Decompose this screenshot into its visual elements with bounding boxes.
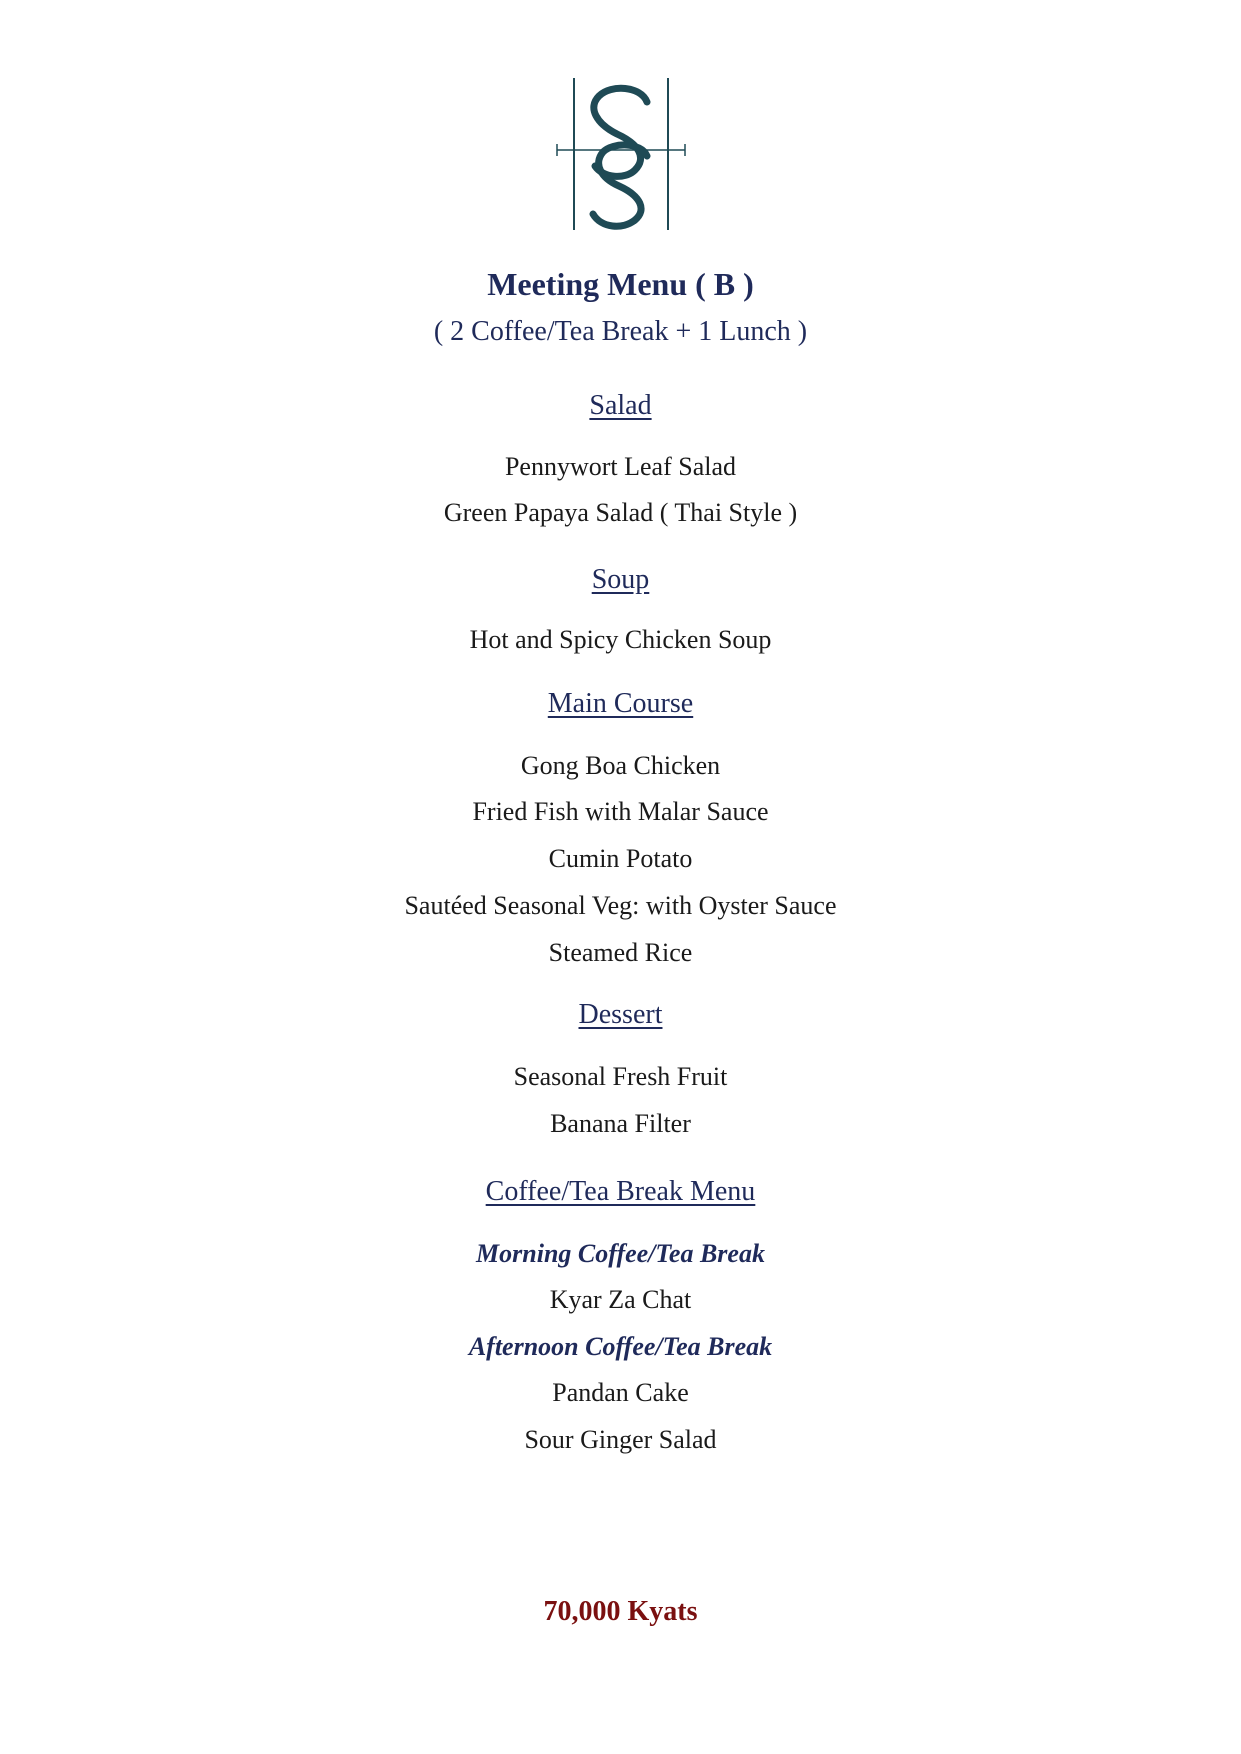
menu-item: Sour Ginger Salad: [524, 1425, 717, 1454]
menu-item: Gong Boa Chicken: [520, 751, 721, 780]
section-heading-salad: Salad: [589, 390, 652, 421]
menu-item: Sautéed Seasonal Veg: with Oyster Sauce: [404, 891, 837, 920]
menu-item: Kyar Za Chat: [549, 1285, 692, 1314]
menu-item: Seasonal Fresh Fruit: [513, 1062, 728, 1091]
menu-item: Banana Filter: [550, 1109, 691, 1138]
menu-item: Pennywort Leaf Salad: [504, 452, 737, 481]
menu-item: Green Papaya Salad ( Thai Style ): [443, 498, 798, 527]
menu-item: Hot and Spicy Chicken Soup: [469, 625, 772, 654]
menu-title: Meeting Menu ( B ): [487, 266, 754, 302]
afternoon-break-label: Afternoon Coffee/Tea Break: [468, 1332, 773, 1361]
menu-item: Cumin Potato: [548, 844, 693, 873]
section-heading-soup: Soup: [591, 564, 650, 595]
morning-break-label: Morning Coffee/Tea Break: [476, 1239, 765, 1268]
menu-item: Fried Fish with Malar Sauce: [472, 797, 769, 826]
menu-item: Steamed Rice: [548, 938, 693, 967]
menu-price: 70,000 Kyats: [543, 1596, 698, 1627]
ss-monogram-logo-icon: [555, 74, 687, 234]
section-heading-coffee-break: Coffee/Tea Break Menu: [485, 1176, 756, 1207]
section-heading-main-course: Main Course: [547, 688, 694, 719]
menu-item: Pandan Cake: [552, 1378, 689, 1407]
section-heading-dessert: Dessert: [578, 999, 663, 1030]
menu-subtitle: ( 2 Coffee/Tea Break + 1 Lunch ): [433, 316, 808, 347]
